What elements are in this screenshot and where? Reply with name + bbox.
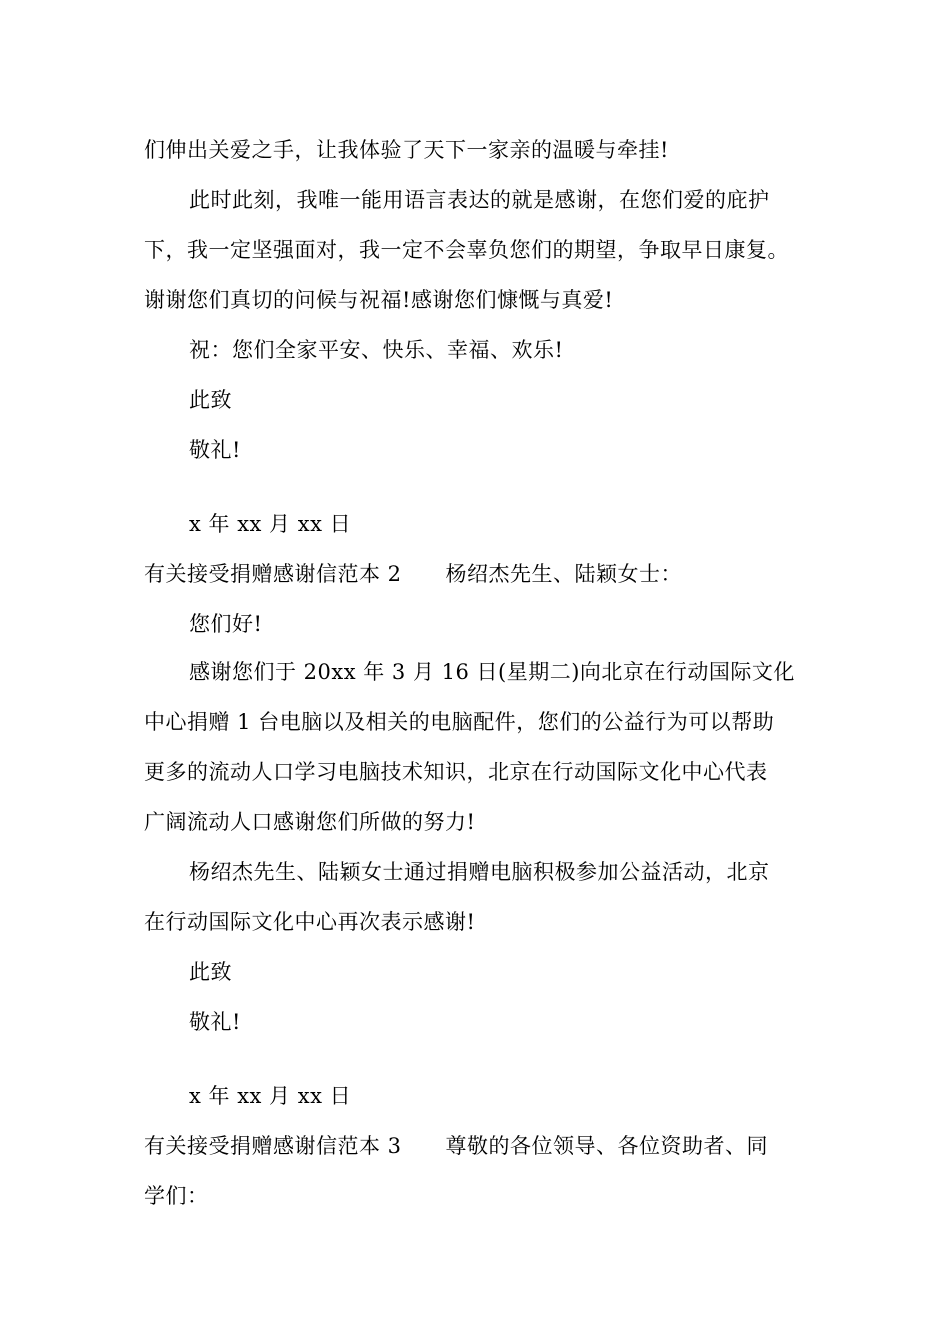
paragraph-line: 学们： — [144, 1184, 209, 1208]
paragraph-line: 下，我一定坚强面对，我一定不会辜负您们的期望，争取早日康复。 — [144, 238, 789, 262]
paragraph-line: 中心捐赠 1 台电脑以及相关的电脑配件，您们的公益行为可以帮助 — [144, 710, 775, 734]
paragraph-line: 杨绍杰先生、陆颖女士通过捐赠电脑积极参加公益活动，北京 — [189, 860, 770, 884]
date-line: x 年 xx 月 xx 日 — [189, 1084, 352, 1108]
closing-line: 此致 — [189, 960, 232, 984]
letter-recipient: 尊敬的各位领导、各位资助者、同 — [445, 1134, 769, 1158]
paragraph-line: 在行动国际文化中心再次表示感谢! — [144, 910, 476, 934]
paragraph-line: 感谢您们于 20xx 年 3 月 16 日(星期二)向北京在行动国际文化 — [189, 660, 795, 684]
greeting-line: 您们好! — [189, 612, 263, 636]
section-title: 有关接受捐赠感谢信范本 3 — [144, 1134, 402, 1158]
blessing-line: 祝：您们全家平安、快乐、幸福、欢乐! — [189, 338, 564, 362]
date-line: x 年 xx 月 xx 日 — [189, 512, 352, 536]
paragraph-line: 们伸出关爱之手，让我体验了天下一家亲的温暖与牵挂! — [144, 138, 669, 162]
paragraph-line: 更多的流动人口学习电脑技术知识，北京在行动国际文化中心代表 — [144, 760, 768, 784]
section-heading — [144, 1132, 768, 1160]
salutation-line: 敬礼! — [189, 1010, 241, 1034]
paragraph-line: 广阔流动人口感谢您们所做的努力! — [144, 810, 476, 834]
paragraph-line: 此时此刻，我唯一能用语言表达的就是感谢，在您们爱的庇护 — [189, 188, 770, 212]
section-title: 有关接受捐赠感谢信范本 2 — [144, 562, 402, 586]
section-heading — [144, 560, 682, 588]
salutation-line: 敬礼! — [189, 438, 241, 462]
letter-recipient: 杨绍杰先生、陆颖女士： — [445, 562, 683, 586]
paragraph-line: 谢谢您们真切的问候与祝福!感谢您们慷慨与真爱! — [144, 288, 614, 312]
closing-line: 此致 — [189, 388, 232, 412]
